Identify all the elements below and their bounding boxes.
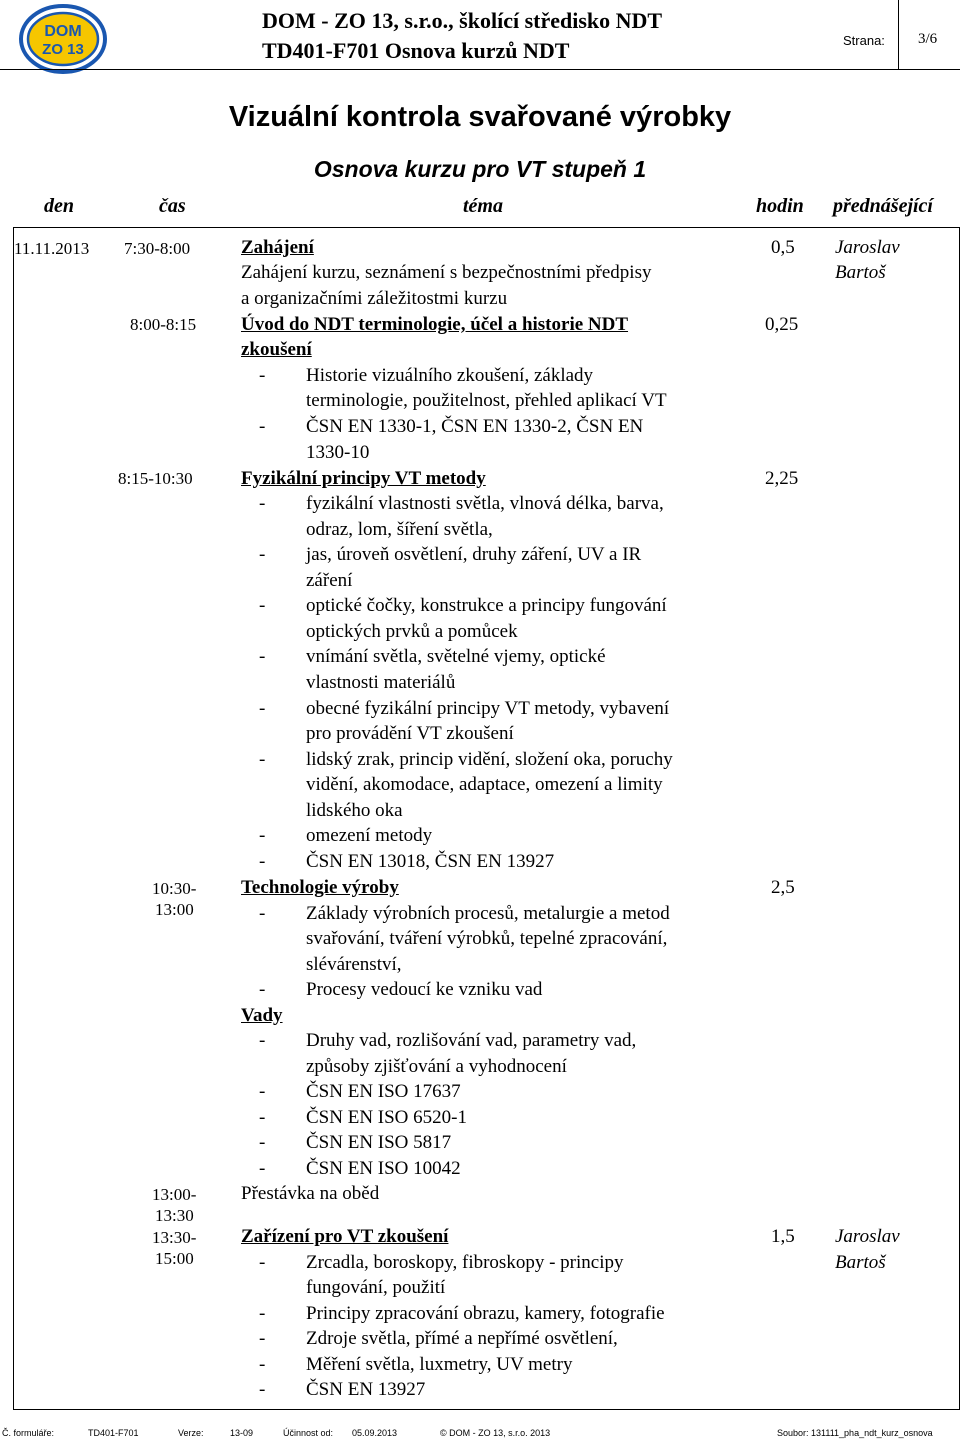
topic-item: ČSN EN 13018, ČSN EN 13927	[306, 851, 555, 872]
bullet-dash: -	[259, 1354, 266, 1375]
document-subtitle: Osnova kurzu pro VT stupeň 1	[313, 156, 647, 182]
time-cell: 13:00-	[152, 1185, 197, 1204]
topic-item: ČSN EN ISO 10042	[306, 1158, 461, 1179]
topic-title: Fyzikální principy VT metody	[241, 468, 486, 489]
bullet-dash: -	[259, 493, 266, 514]
topic-item: vnímání světla, světelné vjemy, optické	[306, 646, 606, 667]
time-cell: 15:00	[155, 1249, 194, 1268]
topic-item: vlastnosti materiálů	[306, 672, 456, 693]
bullet-dash: -	[259, 749, 266, 770]
topic-item: způsoby zjišťování a vyhodnocení	[306, 1056, 567, 1077]
table-border-bottom	[13, 1409, 960, 1410]
topic-text: Zahájení kurzu, seznámení s bezpečnostními předpisy	[241, 262, 652, 283]
topic-item: Historie vizuálního zkoušení, základy	[306, 365, 594, 386]
time-cell: 13:30	[155, 1206, 194, 1225]
topic-item: slévárenství,	[306, 954, 402, 975]
topic-item: Zdroje světla, přímé a nepřímé osvětlení,	[306, 1328, 618, 1349]
version-value: 13-09	[230, 1428, 254, 1438]
topic-item: Druhy vad, rozlišování vad, parametry vad,	[306, 1030, 637, 1051]
bullet-dash: -	[259, 365, 266, 386]
topic-item: ČSN EN ISO 6520-1	[306, 1107, 467, 1128]
bullet-dash: -	[259, 979, 266, 1000]
topic-item: 1330-10	[306, 442, 370, 463]
hours-cell: 0,25	[765, 314, 799, 335]
topic-item: fyzikální vlastnosti světla, vlnová délka, barva,	[306, 493, 664, 514]
topic-item: jas, úroveň osvětlení, druhy záření, UV a IR	[306, 544, 642, 565]
column-header-den: den	[44, 195, 74, 217]
topic-item: Měření světla, luxmetry, UV metry	[306, 1354, 573, 1375]
company-name: DOM - ZO 13, s.r.o., školící středisko NDT	[262, 8, 663, 33]
topic-item: terminologie, použitelnost, přehled aplikací VT	[306, 390, 667, 411]
time-cell: 13:30-	[152, 1228, 197, 1247]
bullet-dash: -	[259, 1158, 266, 1179]
lecturer-name: Jaroslav	[835, 237, 900, 258]
bullet-dash: -	[259, 1081, 266, 1102]
topic-item: Procesy vedoucí ke vzniku vad	[306, 979, 543, 1000]
company-logo	[19, 3, 107, 75]
hours-cell: 2,25	[765, 468, 799, 489]
topic-item: ČSN EN ISO 17637	[306, 1081, 461, 1102]
topic-item: pro provádění VT zkoušení	[306, 723, 514, 744]
date-cell: 11.11.2013	[14, 239, 90, 258]
topic-item: lidského oka	[306, 800, 403, 821]
bullet-dash: -	[259, 851, 266, 872]
bullet-dash: -	[259, 595, 266, 616]
topic-item: Zrcadla, boroskopy, fibroskopy - principy	[306, 1252, 624, 1273]
topic-title: Technologie výroby	[241, 877, 399, 898]
topic-item: vidění, akomodace, adaptace, omezení a limity	[306, 774, 663, 795]
column-header-prednasejici: přednášející	[833, 195, 933, 217]
bullet-dash: -	[259, 1132, 266, 1153]
column-header-tema: téma	[463, 195, 503, 217]
page-number: 3/6	[918, 31, 938, 47]
topic-title: Zahájení	[241, 237, 314, 258]
file-name: Soubor: 131111_pha_ndt_kurz_osnova	[777, 1428, 933, 1438]
topic-title: Zařízení pro VT zkoušení	[241, 1226, 449, 1247]
topic-title: Úvod do NDT terminologie, účel a historie NDT	[241, 314, 629, 335]
topic-item: ČSN EN 1330-1, ČSN EN 1330-2, ČSN EN	[306, 416, 644, 437]
topic-item: lidský zrak, princip vidění, složení oka, poruchy	[306, 749, 673, 770]
topic-item: svařování, tváření výrobků, tepelné zpracování,	[306, 928, 668, 949]
topic-item: omezení metody	[306, 825, 433, 846]
logo-text-bottom: ZO 13	[42, 41, 84, 58]
document-code: TD401-F701 Osnova kurzů NDT	[262, 38, 570, 63]
version-label: Verze:	[178, 1428, 204, 1438]
lecturer-name: Jaroslav	[835, 1226, 900, 1247]
page-label: Strana:	[843, 33, 885, 48]
topic-item: Základy výrobních procesů, metalurgie a metod	[306, 903, 670, 924]
bullet-dash: -	[259, 1107, 266, 1128]
copyright: © DOM - ZO 13, s.r.o. 2013	[440, 1428, 551, 1438]
lecturer-name: Bartoš	[835, 262, 886, 283]
topic-item: odraz, lom, šíření světla,	[306, 519, 493, 540]
topic-item: optické čočky, konstrukce a principy fungování	[306, 595, 667, 616]
page-footer	[0, 1428, 960, 1442]
topic-title: Přestávka na oběd	[241, 1183, 380, 1204]
form-number-label: Č. formuláře:	[2, 1428, 55, 1438]
bullet-dash: -	[259, 1379, 266, 1400]
time-cell: 8:00-8:15	[130, 315, 197, 334]
document-title: Vizuální kontrola svařované výrobky	[228, 101, 732, 133]
topic-item: ČSN EN 13927	[306, 1379, 426, 1400]
topic-item: obecné fyzikální principy VT metody, vybavení	[306, 698, 670, 719]
bullet-dash: -	[259, 1303, 266, 1324]
bullet-dash: -	[259, 1252, 266, 1273]
hours-cell: 0,5	[771, 237, 795, 258]
header-rule	[0, 69, 960, 70]
form-number: TD401-F701	[88, 1428, 139, 1438]
time-cell: 8:15-10:30	[118, 469, 193, 488]
column-header-hodin: hodin	[756, 195, 804, 217]
topic-item: ČSN EN ISO 5817	[306, 1132, 452, 1153]
bullet-dash: -	[259, 646, 266, 667]
column-header-cas: čas	[159, 195, 186, 217]
bullet-dash: -	[259, 1030, 266, 1051]
valid-from-date: 05.09.2013	[352, 1428, 398, 1438]
hours-cell: 2,5	[771, 877, 795, 898]
time-cell: 7:30-8:00	[124, 239, 191, 258]
bullet-dash: -	[259, 698, 266, 719]
topic-item: optických prvků a pomůcek	[306, 621, 518, 642]
bullet-dash: -	[259, 416, 266, 437]
lecturer-name: Bartoš	[835, 1252, 886, 1273]
bullet-dash: -	[259, 544, 266, 565]
time-cell: 13:00	[155, 900, 194, 919]
header-row-rule	[13, 227, 960, 228]
topic-text: a organizačními záležitostmi kurzu	[241, 288, 508, 309]
topic-item: Principy zpracování obrazu, kamery, fotografie	[306, 1303, 665, 1324]
valid-from-label: Účinnost od:	[283, 1428, 334, 1438]
topic-item: fungování, použití	[306, 1277, 446, 1298]
bullet-dash: -	[259, 1328, 266, 1349]
logo-text-top: DOM	[44, 23, 82, 40]
header-divider	[898, 0, 899, 69]
bullet-dash: -	[259, 825, 266, 846]
table-border-left	[13, 227, 14, 1410]
topic-title: zkoušení	[241, 339, 312, 360]
time-cell: 10:30-	[152, 879, 197, 898]
topic-title: Vady	[241, 1005, 283, 1026]
topic-item: záření	[306, 570, 353, 591]
bullet-dash: -	[259, 903, 266, 924]
hours-cell: 1,5	[771, 1226, 795, 1247]
